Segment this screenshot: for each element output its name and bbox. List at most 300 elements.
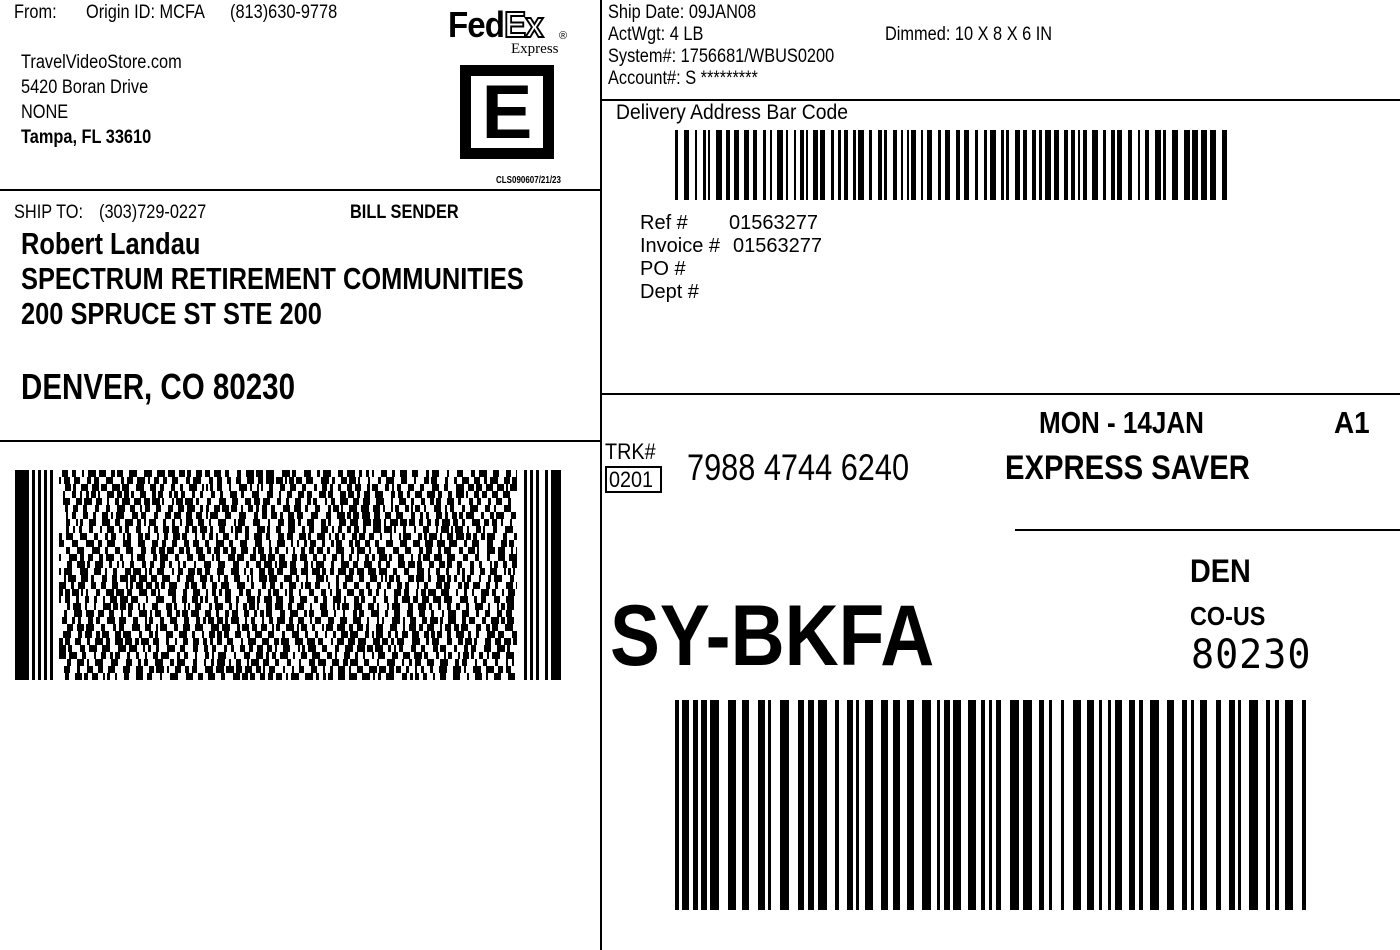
pdf417-module — [185, 498, 193, 505]
pdf417-module — [405, 547, 411, 554]
pdf417-module — [99, 554, 103, 561]
pdf417-module — [209, 477, 213, 484]
pdf417-module — [392, 617, 400, 624]
pdf417-module — [183, 561, 186, 568]
pdf417-module — [241, 505, 243, 512]
pdf417-module — [210, 512, 218, 519]
pdf417-module — [334, 610, 336, 617]
pdf417-module — [427, 519, 431, 526]
destination-zip: 80230 — [1191, 632, 1312, 678]
barcode-bar — [716, 130, 722, 200]
pdf417-module — [494, 673, 501, 680]
pdf417-module — [315, 631, 318, 638]
pdf417-module — [262, 617, 264, 624]
pdf417-module — [373, 526, 381, 533]
pdf417-module — [193, 540, 199, 547]
pdf417-module — [331, 638, 333, 645]
barcode-bar — [734, 130, 739, 200]
pdf417-module — [340, 491, 346, 498]
pdf417-module — [94, 596, 97, 603]
pdf417-module — [445, 505, 447, 512]
sender-line3: NONE — [21, 102, 69, 123]
pdf417-module — [107, 540, 115, 547]
pdf417-module — [268, 519, 270, 526]
service-type: EXPRESS SAVER — [1005, 449, 1250, 487]
pdf417-module — [217, 631, 222, 638]
pdf417-module — [333, 603, 335, 610]
pdf417-module — [215, 603, 223, 610]
pdf417-module — [513, 638, 517, 645]
pdf417-module — [368, 477, 370, 484]
pdf417-module — [497, 484, 504, 491]
pdf417-module — [255, 540, 262, 547]
pdf417-module — [479, 470, 487, 477]
pdf417-module — [102, 631, 109, 638]
pdf417-module — [169, 561, 172, 568]
pdf417-module — [214, 547, 220, 554]
pdf417-module — [131, 491, 134, 498]
pdf417-module — [259, 568, 265, 575]
pdf417-module — [322, 645, 327, 652]
form-code: 0201 — [609, 467, 654, 492]
pdf417-module — [76, 596, 79, 603]
pdf417-module — [134, 498, 141, 505]
pdf417-module — [457, 561, 462, 568]
pdf417-module — [349, 505, 357, 512]
pdf417-module — [184, 603, 186, 610]
pdf417-module — [171, 484, 175, 491]
ref-label: Ref # — [640, 212, 688, 234]
pdf417-module — [269, 617, 273, 624]
pdf417-module — [276, 596, 283, 603]
pdf417-module — [69, 554, 77, 561]
pdf417-module — [332, 477, 335, 484]
barcode-bar — [907, 130, 909, 200]
pdf417-module — [80, 533, 87, 540]
pdf417-module — [283, 645, 290, 652]
pdf417-module — [259, 575, 267, 582]
pdf417-module — [335, 533, 339, 540]
pdf417-module — [244, 652, 250, 659]
pdf417-module — [204, 659, 206, 666]
pdf417-module — [377, 547, 385, 554]
pdf417-module — [122, 561, 124, 568]
pdf417-module — [428, 568, 430, 575]
pdf417-module — [153, 652, 158, 659]
pdf417-module — [350, 631, 358, 638]
pdf417-module — [271, 512, 277, 519]
pdf417-module — [180, 645, 185, 652]
pdf417-module — [409, 659, 412, 666]
divider-service-routing — [1015, 529, 1400, 531]
pdf417-module — [155, 659, 163, 666]
pdf417-module — [150, 610, 152, 617]
pdf417-module — [431, 610, 434, 617]
pdf417-module — [375, 491, 383, 498]
pdf417-module — [509, 554, 517, 561]
pdf417-module — [396, 575, 400, 582]
pdf417-module — [369, 547, 371, 554]
pdf417-module — [407, 491, 410, 498]
pdf417-module — [115, 547, 120, 554]
pdf417-module — [240, 645, 245, 652]
pdf417-module — [62, 617, 67, 624]
pdf417-module — [452, 512, 457, 519]
pdf417-module — [107, 491, 114, 498]
pdf417-module — [225, 596, 231, 603]
pdf417-module — [189, 484, 197, 491]
barcode-bar — [1145, 130, 1149, 200]
pdf417-module — [165, 512, 171, 519]
pdf417-module — [95, 638, 103, 645]
pdf417-module — [73, 603, 81, 610]
pdf417-module — [279, 561, 287, 568]
origin-id: Origin ID: MCFA — [86, 2, 205, 23]
recipient-city-state-zip: DENVER, CO 80230 — [21, 366, 296, 407]
pdf417-module — [430, 498, 434, 505]
barcode-bar — [1266, 700, 1270, 910]
pdf417-module — [256, 666, 261, 673]
pdf417-module — [268, 589, 271, 596]
pdf417-module — [424, 533, 427, 540]
pdf417-module — [358, 477, 360, 484]
pdf417-module — [173, 533, 180, 540]
pdf417-module — [461, 624, 468, 631]
pdf417-module — [68, 645, 72, 652]
pdf417-module — [417, 561, 422, 568]
pdf417-module — [266, 603, 272, 610]
barcode-bar — [1073, 700, 1081, 910]
pdf417-module — [407, 610, 413, 617]
pdf417-module — [94, 603, 96, 610]
pdf417-module — [328, 491, 333, 498]
pdf417-module — [202, 631, 204, 638]
pdf417-module — [279, 491, 281, 498]
pdf417-module — [280, 610, 285, 617]
pdf417-module — [139, 589, 147, 596]
pdf417-module — [106, 589, 114, 596]
pdf417-module — [319, 491, 326, 498]
pdf417-module — [326, 575, 328, 582]
pdf417-module — [256, 505, 259, 512]
pdf417-module — [476, 631, 479, 638]
pdf417-module — [305, 673, 313, 680]
pdf417-module — [312, 568, 320, 575]
pdf417-module — [458, 652, 460, 659]
barcode-bar — [1182, 700, 1187, 910]
pdf417-module — [140, 505, 142, 512]
pdf417-module — [362, 673, 370, 680]
pdf417-module — [247, 631, 250, 638]
pdf417-module — [298, 491, 304, 498]
pdf417-module — [390, 519, 398, 526]
pdf417-module — [180, 484, 183, 491]
pdf417-module — [507, 617, 514, 624]
pdf417-module — [472, 589, 474, 596]
pdf417-module — [115, 652, 120, 659]
pdf417-module — [402, 673, 407, 680]
pdf417-module — [423, 554, 430, 561]
pdf417-module — [95, 561, 103, 568]
pdf417-module — [76, 498, 82, 505]
pdf417-module — [288, 512, 294, 519]
pdf417-module — [373, 505, 380, 512]
pdf417-module — [266, 610, 272, 617]
system-number: System#: 1756681/WBUS0200 — [608, 46, 835, 67]
pdf417-module — [216, 666, 224, 673]
pdf417-module — [262, 582, 266, 589]
pdf417-module — [335, 652, 337, 659]
barcode-bar — [742, 700, 749, 910]
pdf417-module — [376, 631, 383, 638]
pdf417-module — [245, 666, 252, 673]
pdf417-module — [64, 610, 67, 617]
pdf417-module — [196, 617, 200, 624]
barcode-bar — [922, 700, 931, 910]
pdf417-module — [241, 491, 244, 498]
pdf417-module — [437, 631, 442, 638]
pdf417-module — [288, 519, 295, 526]
pdf417-module — [496, 512, 504, 519]
pdf417-module — [412, 470, 418, 477]
pdf417-module — [429, 603, 432, 610]
pdf417-module — [172, 477, 178, 484]
pdf417-module — [462, 505, 465, 512]
pdf417-module — [347, 589, 354, 596]
pdf417-module — [95, 505, 99, 512]
pdf417-module — [345, 645, 353, 652]
barcode-bar — [682, 700, 689, 910]
pdf417-module — [462, 568, 465, 575]
pdf417-module — [472, 540, 479, 547]
pdf417-module — [238, 519, 245, 526]
pdf417-module — [408, 575, 414, 582]
pdf417-module — [219, 589, 222, 596]
pdf417-module — [268, 568, 274, 575]
pdf417-module — [386, 477, 394, 484]
pdf417-module — [221, 673, 225, 680]
pdf417-module — [72, 540, 78, 547]
pdf417-module — [349, 666, 351, 673]
pdf417-module — [223, 547, 228, 554]
pdf417-module — [369, 666, 377, 673]
pdf417-module — [186, 512, 192, 519]
pdf417-module — [193, 589, 200, 596]
pdf417-module — [59, 596, 61, 603]
pdf417-module — [309, 589, 314, 596]
pdf417-module — [251, 659, 259, 666]
pdf417-module — [269, 547, 272, 554]
pdf417-module — [459, 512, 463, 519]
pdf417-module — [15, 470, 29, 680]
pdf417-module — [343, 610, 345, 617]
pdf417-module — [359, 533, 365, 540]
pdf417-module — [462, 477, 469, 484]
pdf417-module — [218, 519, 226, 526]
pdf417-module — [155, 610, 161, 617]
pdf417-module — [183, 624, 190, 631]
pdf417-module — [202, 484, 204, 491]
pdf417-module — [530, 470, 533, 680]
pdf417-module — [330, 666, 333, 673]
pdf417-module — [481, 596, 486, 603]
pdf417-module — [257, 484, 259, 491]
pdf417-module — [488, 498, 491, 505]
pdf417-module — [223, 533, 229, 540]
pdf417-module — [245, 617, 247, 624]
account-number: Account#: S ********* — [608, 68, 758, 89]
pdf417-module — [477, 498, 481, 505]
pdf417-module — [140, 491, 146, 498]
pdf417-module — [271, 505, 275, 512]
pdf417-module — [94, 652, 96, 659]
pdf417-module — [338, 526, 342, 533]
pdf417-module — [456, 533, 464, 540]
pdf417-module — [143, 603, 145, 610]
pdf417-module — [133, 568, 141, 575]
pdf417-module — [87, 477, 91, 484]
pdf417-module — [227, 638, 233, 645]
pdf417-module — [231, 526, 233, 533]
barcode-bar — [901, 130, 903, 200]
pdf417-module — [181, 491, 185, 498]
pdf417-module — [137, 554, 145, 561]
pdf417-module — [300, 596, 307, 603]
pdf417-module — [260, 610, 264, 617]
pdf417-module — [119, 526, 122, 533]
pdf417-module — [482, 491, 487, 498]
pdf417-module — [200, 596, 203, 603]
pdf417-module — [474, 638, 477, 645]
pdf417-module — [476, 610, 479, 617]
sender-city-state-zip: Tampa, FL 33610 — [21, 127, 152, 148]
pdf417-module — [411, 554, 413, 561]
pdf417-module — [107, 526, 114, 533]
barcode-bar — [1229, 700, 1235, 910]
pdf417-module — [305, 582, 311, 589]
pdf417-module — [264, 596, 272, 603]
pdf417-module — [331, 561, 334, 568]
divider-refs-tracking — [601, 393, 1400, 395]
pdf417-module — [375, 540, 379, 547]
pdf417-module — [195, 624, 203, 631]
pdf417-module — [438, 603, 441, 610]
pdf417-module — [394, 526, 396, 533]
pdf417-module — [148, 645, 151, 652]
pdf417-module — [139, 575, 147, 582]
barcode-bar — [881, 700, 888, 910]
barcode-bar — [1039, 130, 1042, 200]
pdf417-module — [254, 512, 258, 519]
pdf417-module — [338, 470, 343, 477]
barcode-bar — [1129, 700, 1135, 910]
pdf417-module — [89, 519, 96, 526]
pdf417-module — [59, 638, 63, 645]
pdf417-module — [494, 505, 496, 512]
pdf417-module — [174, 512, 181, 519]
pdf417-module — [101, 582, 106, 589]
pdf417-module — [372, 554, 375, 561]
barcode-bar — [853, 130, 856, 200]
pdf417-module — [96, 498, 102, 505]
pdf417-module — [298, 645, 300, 652]
pdf417-module — [325, 631, 327, 638]
pdf417-module — [72, 589, 79, 596]
pdf417-module — [115, 673, 117, 680]
pdf417-module — [464, 540, 467, 547]
pdf417-module — [246, 470, 254, 477]
pdf417-module — [136, 484, 144, 491]
pdf417-module — [88, 617, 93, 624]
pdf417-module — [86, 491, 89, 498]
pdf417-module — [64, 568, 72, 575]
ursa-routing-code: SY-BKFA — [610, 588, 935, 684]
pdf417-module — [405, 582, 409, 589]
pdf417-module — [217, 638, 222, 645]
pdf417-module — [323, 554, 326, 561]
barcode-bar — [1192, 130, 1198, 200]
pdf417-module — [92, 484, 99, 491]
pdf417-module — [101, 624, 105, 631]
pdf417-module — [323, 470, 331, 477]
pdf417-module — [212, 589, 216, 596]
pdf417-module — [167, 547, 174, 554]
pdf417-module — [424, 652, 428, 659]
pdf417-module — [258, 589, 261, 596]
pdf417-module — [198, 673, 203, 680]
pdf417-module — [108, 666, 115, 673]
pdf417-module — [328, 505, 331, 512]
recipient-street: 200 SPRUCE ST STE 200 — [21, 296, 322, 331]
pdf417-module — [386, 561, 390, 568]
pdf417-module — [204, 561, 211, 568]
pdf417-module — [212, 645, 216, 652]
pdf417-module — [77, 547, 84, 554]
barcode-bar — [806, 130, 808, 200]
pdf417-module — [486, 624, 490, 631]
pdf417-module — [241, 547, 248, 554]
pdf417-module — [325, 498, 327, 505]
pdf417-module — [126, 547, 133, 554]
pdf417-module — [292, 554, 297, 561]
pdf417-module — [192, 596, 198, 603]
pdf417-module — [210, 484, 213, 491]
tracking-barcode — [675, 700, 1309, 910]
pdf417-module — [350, 659, 358, 666]
pdf417-module — [370, 575, 377, 582]
pdf417-module — [440, 624, 442, 631]
pdf417-module — [94, 568, 101, 575]
pdf417-module — [154, 512, 158, 519]
pdf417-module — [488, 603, 490, 610]
pdf417-module — [106, 477, 113, 484]
pdf417-module — [410, 673, 413, 680]
actual-weight: ActWgt: 4 LB — [608, 24, 704, 45]
pdf417-module — [248, 638, 256, 645]
pdf417-module — [66, 512, 68, 519]
barcode-bar — [684, 130, 689, 200]
pdf417-module — [359, 589, 364, 596]
pdf417-module — [364, 659, 369, 666]
trk-label: TRK# — [605, 439, 656, 464]
pdf417-module — [310, 603, 312, 610]
pdf417-module — [414, 652, 422, 659]
pdf417-module — [293, 652, 295, 659]
pdf417-module — [492, 624, 498, 631]
barcode-bar — [869, 130, 872, 200]
pdf417-module — [266, 652, 269, 659]
pdf417-module — [111, 659, 118, 666]
